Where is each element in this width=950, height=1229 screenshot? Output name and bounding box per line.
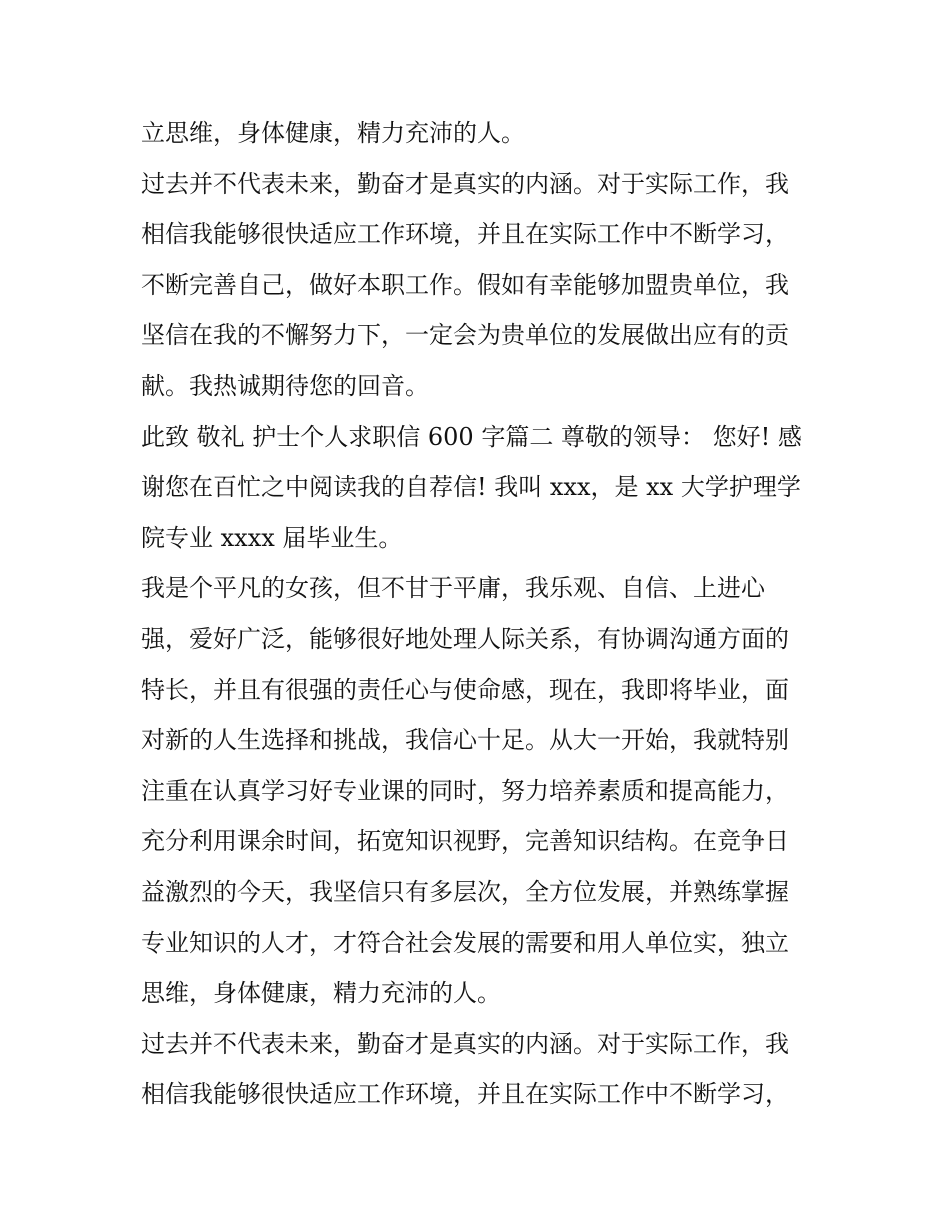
text-line: 对新的人生选择和挑战，我信心十足。从大一开始，我就特别 <box>141 726 789 755</box>
text-line: 献。我热诚期待您的回音。 <box>141 371 429 400</box>
text-line: 专业知识的人才，才符合社会发展的需要和用人单位实，独立 <box>141 928 789 957</box>
document-body <box>141 108 821 1120</box>
text-line: 立思维，身体健康，精力充沛的人。 <box>141 119 525 147</box>
text-line: 我是个平凡的女孩，但不甘于平庸，我乐观、自信、上进心 <box>141 574 765 603</box>
text-line: 充分利用课余时间，拓宽知识视野，完善知识结构。在竞争日 <box>141 827 789 856</box>
text-line: 注重在认真学习好专业课的同时，努力培养素质和提高能力， <box>141 776 789 805</box>
text-line: 坚信在我的不懈努力下，一定会为贵单位的发展做出应有的贡 <box>141 321 789 350</box>
text-line: 相信我能够很快适应工作环境，并且在实际工作中不断学习， <box>141 1080 789 1109</box>
text-line: 谢您在百忙之中阅读我的自荐信! 我叫 xxx，是 xx 大学护理学 <box>141 473 801 502</box>
text-line: 思维，身体健康，精力充沛的人。 <box>141 979 501 1008</box>
text-line: 强，爱好广泛，能够很好地处理人际关系，有协调沟通方面的 <box>141 624 789 653</box>
text-line: 特长，并且有很强的责任心与使命感，现在，我即将毕业，面 <box>141 675 789 704</box>
text-line: 过去并不代表未来，勤奋才是真实的内涵。对于实际工作，我 <box>141 169 789 198</box>
text-line: 相信我能够很快适应工作环境，并且在实际工作中不断学习， <box>141 220 789 249</box>
text-line: 益激烈的今天，我坚信只有多层次，全方位发展，并熟练掌握 <box>141 877 789 906</box>
text-line: 过去并不代表未来，勤奋才是真实的内涵。对于实际工作，我 <box>141 1029 789 1058</box>
text-line: 此致 敬礼 护士个人求职信 600 字篇二 尊敬的领导： 您好! 感 <box>141 422 802 451</box>
text-line: 院专业 xxxx 届毕业生。 <box>141 523 403 552</box>
text-line: 不断完善自己，做好本职工作。假如有幸能够加盟贵单位，我 <box>141 270 789 299</box>
